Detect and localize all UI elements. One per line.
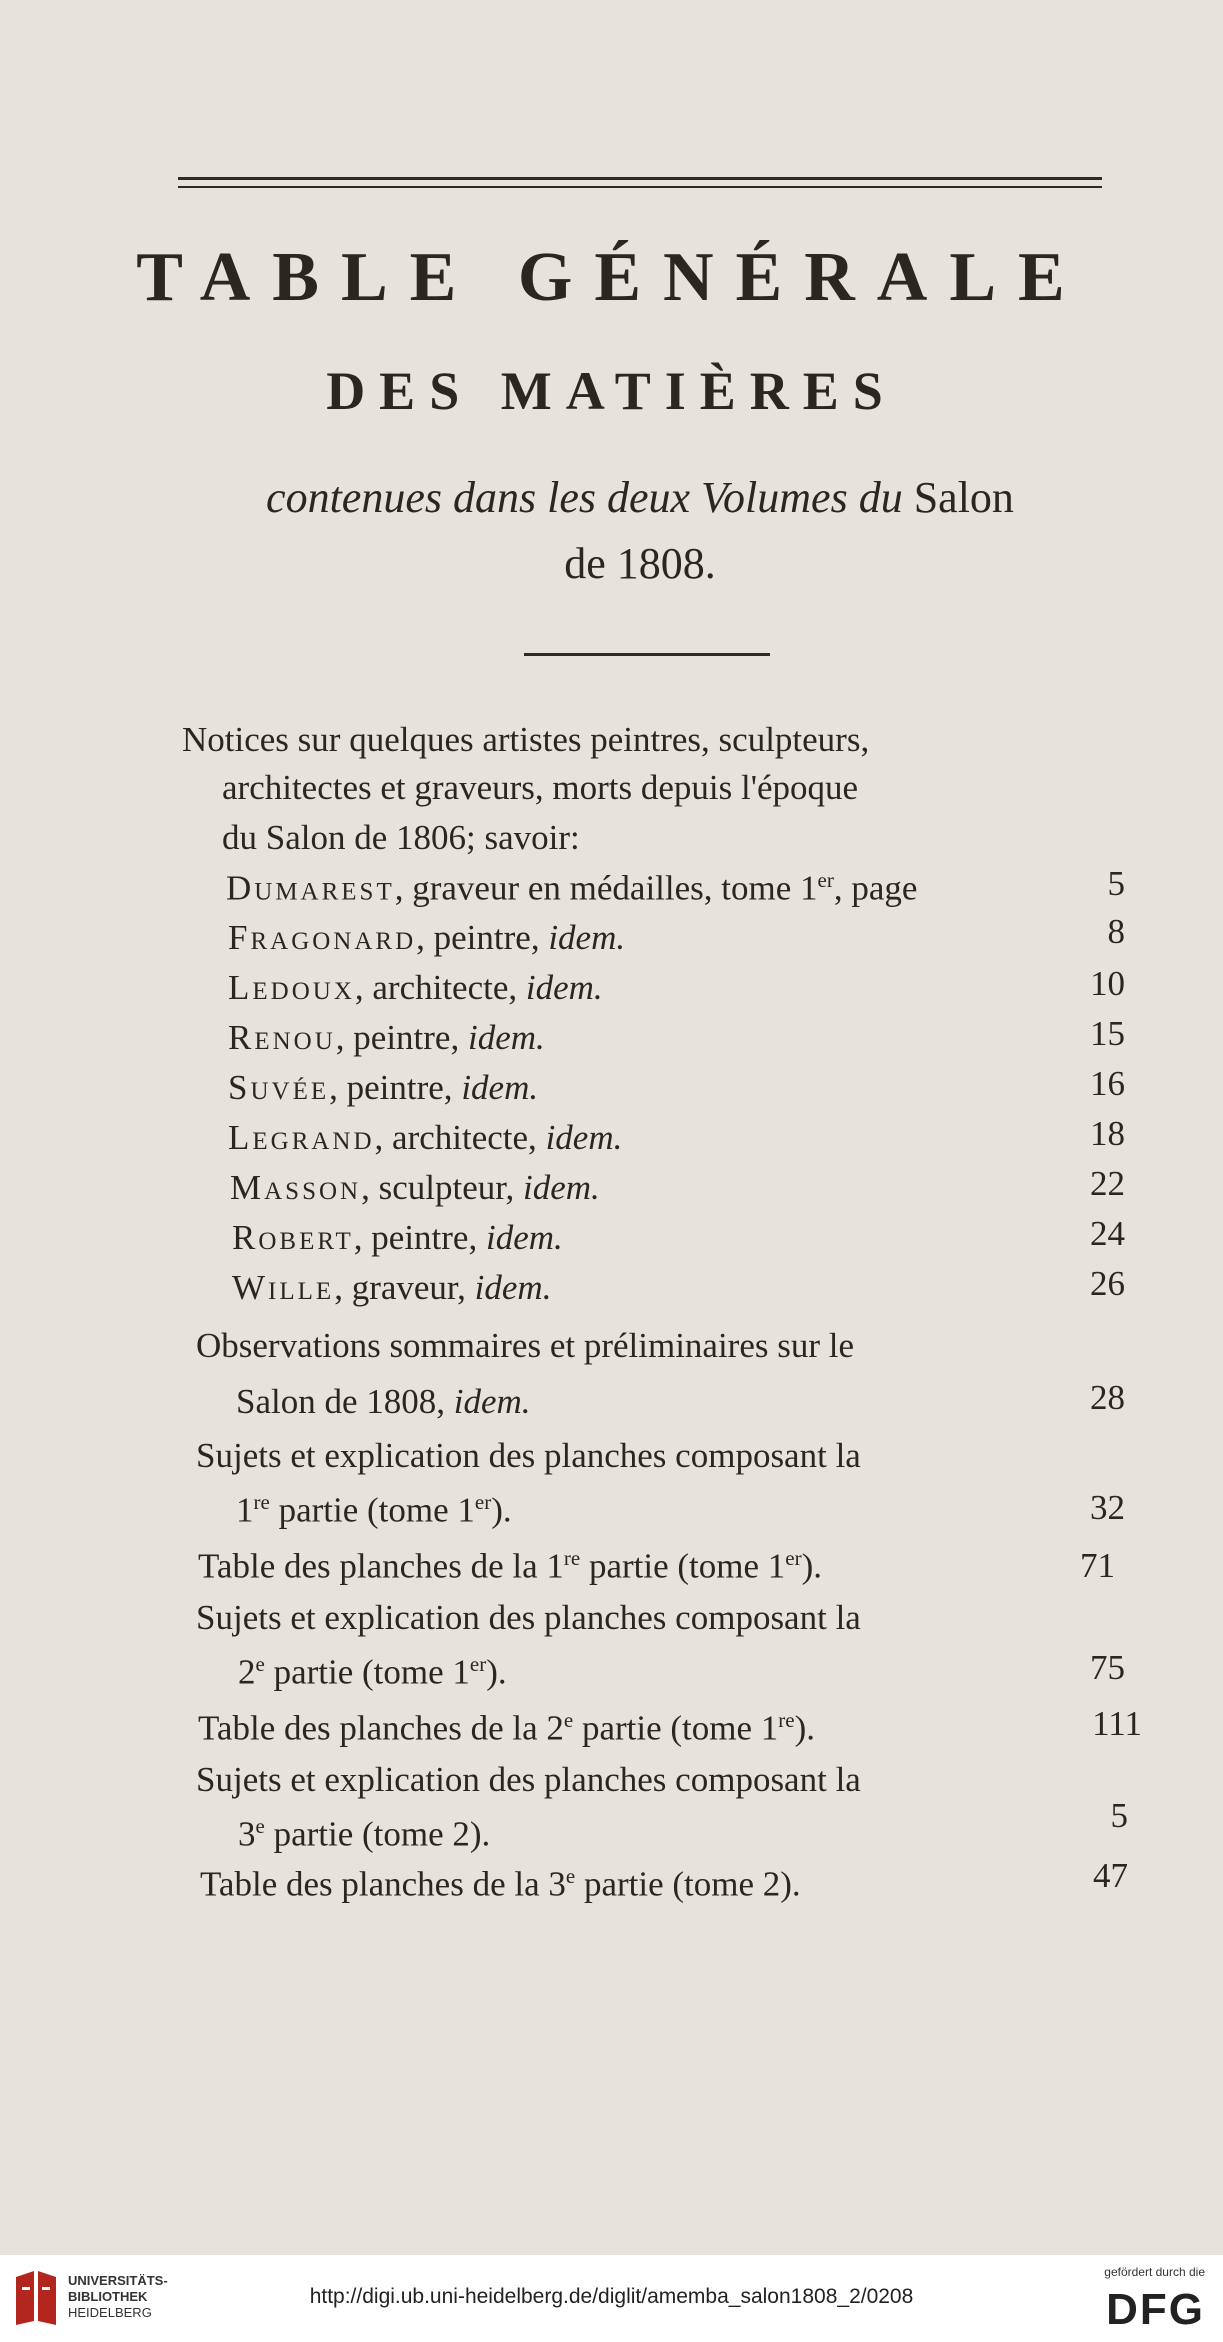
toc-entry-wille: Wille, graveur, idem. (232, 1268, 552, 1307)
toc-entry-sujets-3-cont: 3e partie (tome 2). (238, 1814, 491, 1854)
caption-italic: contenues dans les deux Volumes du (266, 473, 903, 522)
toc-entry-sujets-2-cont: 2e partie (tome 1er). (238, 1652, 507, 1692)
page-number: 22 (1090, 1164, 1125, 1203)
funding-note: gefördert durch die (1104, 2265, 1205, 2279)
page-number: 28 (1090, 1378, 1125, 1417)
toc-entry-ledoux: Ledoux, architecte, idem. (228, 968, 603, 1007)
toc-entry-masson: Masson, sculpteur, idem. (230, 1168, 600, 1207)
library-name: UNIVERSITÄTS- BIBLIOTHEK HEIDELBERG (68, 2273, 168, 2320)
page-number: 10 (1090, 964, 1125, 1003)
intro-line-2: architectes et graveurs, morts depuis l'époque (222, 768, 859, 807)
caption (170, 465, 1110, 597)
toc-entry-sujets-1-cont: 1re partie (tome 1er). (236, 1490, 512, 1530)
toc-entry-sujets-2: Sujets et explication des planches composant la (196, 1598, 861, 1637)
page-title: TABLE GÉNÉRALE (136, 239, 1087, 316)
section-divider (524, 653, 770, 656)
page-subtitle: DES MATIÈRES (326, 361, 897, 421)
caption-roman: Salon (913, 473, 1014, 522)
page-number: 71 (1080, 1546, 1115, 1585)
toc-entry-fragonard: Fragonard, peintre, idem. (228, 918, 626, 957)
toc-entry-suvee: Suvée, peintre, idem. (228, 1068, 539, 1107)
page-number: 75 (1090, 1648, 1125, 1687)
toc-entry-observations-cont: Salon de 1808, idem. (236, 1382, 531, 1421)
page-number: 26 (1090, 1264, 1125, 1303)
page-url[interactable]: http://digi.ub.uni-heidelberg.de/diglit/amemba_salon1808_2/0208 (309, 2285, 914, 2308)
top-double-rule-lower (178, 186, 1102, 188)
intro-line-3: du Salon de 1806; savoir: (222, 818, 580, 857)
toc-entry-sujets-1: Sujets et explication des planches composant la (196, 1436, 861, 1475)
page-number: 16 (1090, 1064, 1125, 1103)
page-number: 5 (1110, 1796, 1128, 1835)
page-number: 47 (1093, 1856, 1128, 1895)
page-number: 32 (1090, 1488, 1125, 1527)
page-number: 24 (1090, 1214, 1125, 1253)
page-number: 8 (1107, 912, 1125, 951)
toc-entry-legrand: Legrand, architecte, idem. (228, 1118, 623, 1157)
page-number: 5 (1107, 864, 1125, 903)
page-number: 18 (1090, 1114, 1125, 1153)
toc-entry-table-2: Table des planches de la 2e partie (tome 1re). (198, 1708, 816, 1748)
viewer-footer (0, 2255, 1223, 2342)
page-number: 111 (1092, 1704, 1142, 1743)
toc-entry-table-3: Table des planches de la 3e partie (tome 2). (200, 1864, 801, 1904)
dfg-logo: DFG (1106, 2285, 1205, 2334)
toc-entry-sujets-3: Sujets et explication des planches composant la (196, 1760, 861, 1799)
caption-line2: de 1808. (564, 539, 716, 588)
toc-entry-table-1: Table des planches de la 1re partie (tome 1er). (198, 1546, 823, 1586)
toc-entry-renou: Renou, peintre, idem. (228, 1018, 545, 1057)
toc-entry-observations: Observations sommaires et préliminaires sur le (196, 1326, 855, 1365)
top-double-rule (178, 177, 1102, 180)
intro-line-1: Notices sur quelques artistes peintres, sculpteurs, (182, 720, 870, 759)
toc-entry-dumarest: Dumarest, graveur en médailles, tome 1er, page (226, 868, 918, 908)
page-number: 15 (1090, 1014, 1125, 1053)
toc-entry-robert: Robert, peintre, idem. (232, 1218, 563, 1257)
